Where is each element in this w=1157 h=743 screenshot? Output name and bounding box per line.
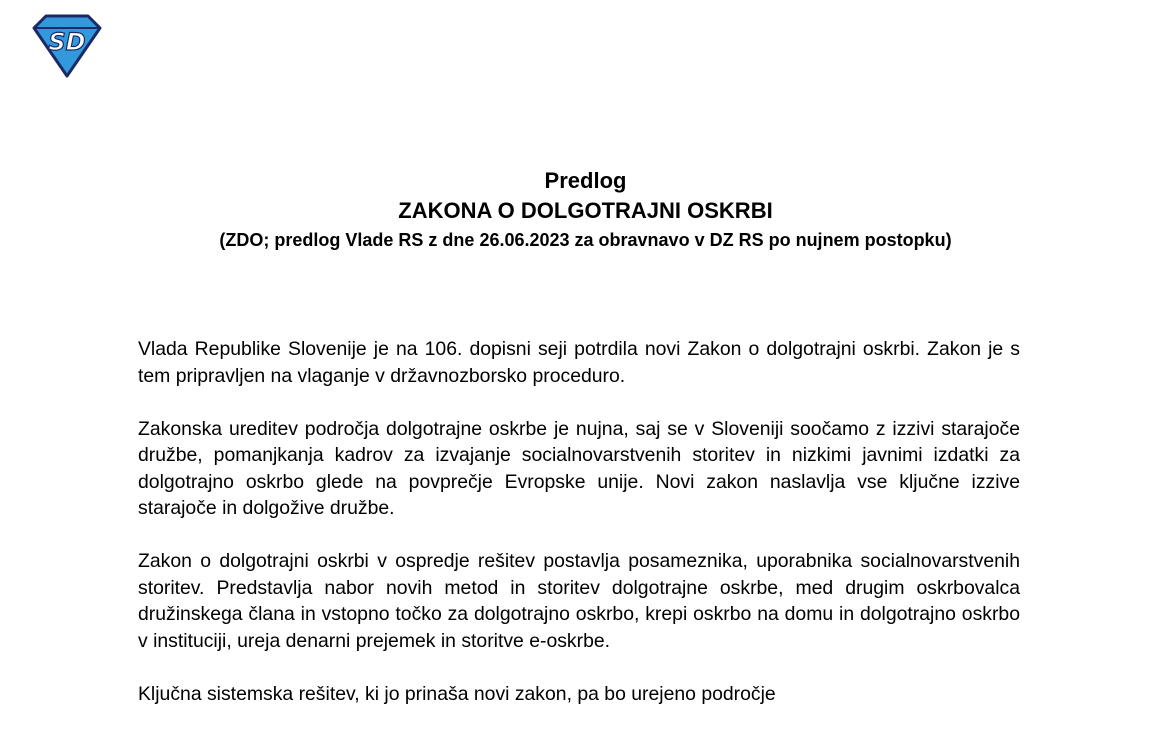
document-title <box>0 166 1157 254</box>
document-body <box>138 336 1020 734</box>
title-predlog: Predlog <box>544 168 627 193</box>
title-law-name: ZAKONA O DOLGOTRAJNI OSKRBI <box>398 198 773 223</box>
sd-logo <box>30 14 104 78</box>
logo-text: SD <box>48 28 86 56</box>
title-subtitle: (ZDO; predlog Vlade RS z dne 26.06.2023 za obravnavo v DZ RS po nujnem postopku) <box>219 230 952 250</box>
paragraph: Zakonska ureditev področja dolgotrajne oskrbe je nujna, saj se v Sloveniji soočamo z izzivi starajoče družbe, pomanjkanja kadrov za izvajanje socialnovarstvenih storitev in nizkimi javnimi izdatki za dolgotrajno oskrbo glede na povprečje Evropske unije. Novi zakon naslavlja vse ključne izzive starajoče in dolgožive družbe. <box>138 417 1020 519</box>
paragraph: Ključna sistemska rešitev, ki jo prinaša novi zakon, pa bo urejeno področje <box>138 682 776 705</box>
paragraph: Zakon o dolgotrajni oskrbi v ospredje rešitev postavlja posameznika, uporabnika socialnovarstvenih storitev. Predstavlja nabor novih metod in storitev dolgotrajne oskrbe, med drugim oskrbovalca družinskega člana in vstopno točko za dolgotrajno oskrbo, krepi oskrbo na domu in dolgotrajno oskrbo v instituciji, ureja denarni prejemek in storitve e-oskrbe. <box>138 550 1020 652</box>
paragraph: Vlada Republike Slovenije je na 106. dopisni seji potrdila novi Zakon o dolgotrajni oskrbi. Zakon je s tem pripravljen na vlaganje v državnozborsko proceduro. <box>138 338 1020 387</box>
